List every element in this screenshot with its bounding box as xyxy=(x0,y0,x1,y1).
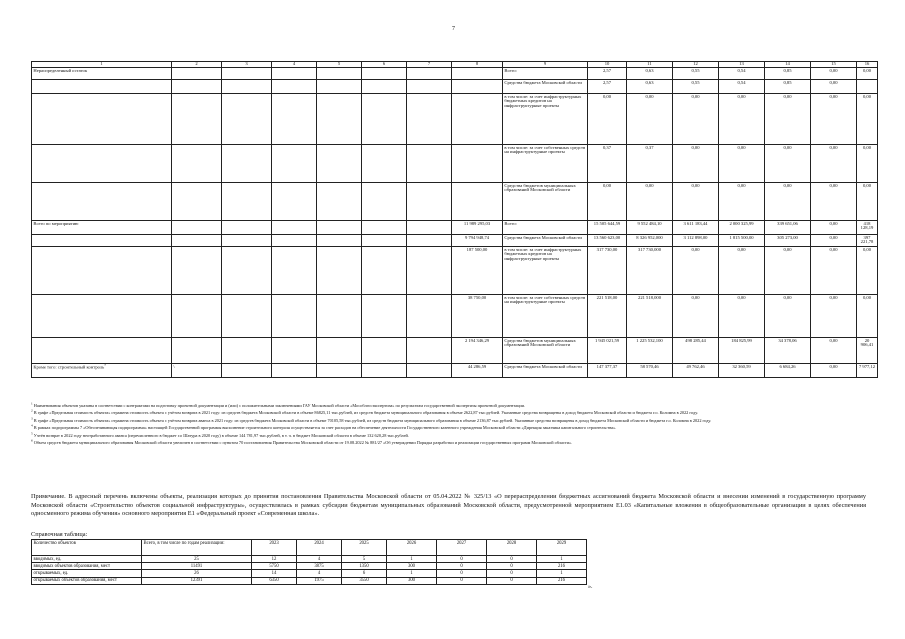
table-row xyxy=(32,247,878,295)
cell-col2 xyxy=(172,338,222,364)
closing-quote: ». xyxy=(588,584,593,590)
empty-cell xyxy=(407,364,452,378)
cell-col2 xyxy=(172,94,222,145)
empty-cell xyxy=(317,221,362,235)
value-cell: 221 518,00 xyxy=(588,295,627,338)
reference-value: 1350 xyxy=(342,563,387,570)
funding-source-cell: в том числе: за счет собственных средств на инфраструктурные проекты xyxy=(503,295,588,338)
table-row xyxy=(32,183,878,221)
value-cell: 0,00 xyxy=(588,94,627,145)
reference-row xyxy=(32,570,587,577)
empty-cell xyxy=(317,94,362,145)
reference-header: Количество объектов xyxy=(32,540,142,556)
cell-col2 xyxy=(172,247,222,295)
empty-cell xyxy=(317,235,362,247)
column-number: 8 xyxy=(452,62,503,68)
footnote-text: В графе «Предельная стоимость объекта» отражена стоимость объекта с учётом возврата в 2021 году: из средств бюджета Московской области в объеме 86825,11 тыс.рублей, из средств бюджета муниципального образования в объеме 2622,87 тыс.рублей. Указанные средства возвращены в доход бюджета Московской области и бюджета г.о. Коломна в 2022 году. xyxy=(33,410,699,416)
footnote-text: Объем средств бюджета муниципального образования Московской области увеличен в соответствии с пунктом 70 постановления Правительства Московской области от 19.08.2022 № 881/27 «Об утверждении Порядка разработки и реализации государственных программ Московской области». xyxy=(33,439,573,445)
reference-value: 0 xyxy=(437,563,487,570)
value-cell: 0,00 xyxy=(673,94,719,145)
row-label xyxy=(32,221,172,235)
value-cell: 32 360,59 xyxy=(719,364,765,378)
value-cell: 147 377,37 xyxy=(588,364,627,378)
value-cell: 0,00 xyxy=(857,94,878,145)
empty-cell xyxy=(272,68,317,80)
value-cell: 0,55 xyxy=(673,68,719,80)
value-cell: 0,00 xyxy=(811,68,857,80)
empty-cell xyxy=(317,68,362,80)
empty-cell xyxy=(222,338,272,364)
value-cell: 0,00 xyxy=(811,221,857,235)
empty-cell xyxy=(222,183,272,221)
empty-cell xyxy=(407,183,452,221)
value-cell: 0,00 xyxy=(811,235,857,247)
empty-cell xyxy=(222,235,272,247)
empty-cell xyxy=(362,338,407,364)
empty-cell xyxy=(407,221,452,235)
limit-cost-cell: 187 500,00 xyxy=(452,247,503,295)
reference-header: 2029 xyxy=(537,540,587,556)
reference-value: 300 xyxy=(387,563,437,570)
value-cell: 2,57 xyxy=(588,68,627,80)
value-cell: 0,00 xyxy=(719,183,765,221)
limit-cost-cell xyxy=(452,183,503,221)
value-cell: 8 326 952,000 xyxy=(627,235,673,247)
reference-value: 14 xyxy=(252,570,297,577)
table-row xyxy=(32,145,878,183)
value-cell: 0,00 xyxy=(719,247,765,295)
table-row xyxy=(32,364,878,378)
empty-cell xyxy=(362,295,407,338)
column-number: 10 xyxy=(588,62,627,68)
value-cell: 0,00 xyxy=(588,183,627,221)
footnote-text: Наименования объектов указаны в соответствии с контрактами на подготовку проектной документации и (или) с положительными заключениями ГАУ Московской области «Мособлгосэкспертиза» по результатам государственной экспертизы проектной документации. xyxy=(33,403,526,408)
footnote xyxy=(31,410,871,416)
empty-cell xyxy=(222,94,272,145)
row-label xyxy=(32,145,172,183)
reference-value: 0 xyxy=(437,577,487,584)
value-cell: 221 518,000 xyxy=(627,295,673,338)
column-number: 3 xyxy=(222,62,272,68)
empty-cell xyxy=(407,338,452,364)
value-cell: 0,00 xyxy=(765,247,811,295)
value-cell: 49 762,46 xyxy=(673,364,719,378)
row-label xyxy=(32,247,172,295)
reference-row xyxy=(32,577,587,584)
funding-source-cell: Всего: xyxy=(503,221,588,235)
value-cell: 2,57 xyxy=(588,80,627,94)
value-cell: 0,00 xyxy=(811,94,857,145)
value-cell: 9 552 484,10 xyxy=(627,221,673,235)
value-cell: 0,85 xyxy=(765,68,811,80)
empty-cell xyxy=(362,94,407,145)
footnote-number: 5 xyxy=(31,431,33,436)
value-cell: 0,00 xyxy=(811,364,857,378)
footnote-number: 2 xyxy=(31,408,33,413)
limit-cost-cell xyxy=(452,80,503,94)
value-cell: 0,00 xyxy=(765,94,811,145)
column-number: 16 xyxy=(857,62,878,68)
value-cell: 3 611 183,44 xyxy=(673,221,719,235)
value-cell: 0,00 xyxy=(857,295,878,338)
value-cell: 0,54 xyxy=(719,68,765,80)
reference-value: 26 xyxy=(142,570,252,577)
empty-cell xyxy=(407,235,452,247)
reference-header-row xyxy=(32,540,587,556)
value-cell: 6 684,26 xyxy=(765,364,811,378)
row-label xyxy=(32,338,172,364)
page-number: 7 xyxy=(452,26,455,32)
empty-cell xyxy=(317,295,362,338)
empty-cell xyxy=(362,247,407,295)
reference-table-title: Справочная таблица: xyxy=(31,531,88,538)
reference-row-label: вводимых объектов образования, мест xyxy=(32,563,142,570)
footnotes xyxy=(31,403,871,447)
footnote xyxy=(31,440,871,446)
funding-source-cell: Средства бюджетов муниципальных образований Московской области xyxy=(503,183,588,221)
reference-row-label: вводимых, ед. xyxy=(32,556,142,563)
footnote-text: В графе «Предельная стоимость объекта» отражена стоимость объекта с учётом возврата аванса в 2021 году: из средств бюджета Московской области в объеме 70105,58 тыс.рублей, из средств бюджета муниципального образования в объеме 2136,87 тыс.рублей. Указанные средства возвращены в доход бюджета Московской области и бюджета г.о. Коломна в 2022 году. xyxy=(33,417,712,423)
funding-source-cell: Средства бюджета Московской области xyxy=(503,364,588,378)
empty-cell xyxy=(362,145,407,183)
value-cell: 15 505 644,59 xyxy=(588,221,627,235)
row-label xyxy=(32,183,172,221)
value-cell xyxy=(857,80,878,94)
value-cell: 1 225 532,100 xyxy=(627,338,673,364)
column-number: 15 xyxy=(811,62,857,68)
empty-cell xyxy=(272,94,317,145)
value-cell: 0,00 xyxy=(811,183,857,221)
value-cell: 0,00 xyxy=(719,295,765,338)
reference-value: 5750 xyxy=(252,563,297,570)
empty-cell xyxy=(272,364,317,378)
funding-source-cell: в том числе: за счет собственных средств на инфраструктурные проекты xyxy=(503,145,588,183)
limit-cost-cell xyxy=(452,145,503,183)
value-cell: 0,00 xyxy=(627,183,673,221)
reference-value: 12391 xyxy=(142,577,252,584)
reference-value: 6350 xyxy=(252,577,297,584)
reference-value: 216 xyxy=(537,577,587,584)
row-label xyxy=(32,80,172,94)
cell-col2 xyxy=(172,145,222,183)
column-number: 9 xyxy=(503,62,588,68)
value-cell: 317 730,00 xyxy=(588,247,627,295)
empty-cell xyxy=(222,80,272,94)
footnote-text: Учтён возврат в 2022 году неотработанного аванса (перечисленного в бюджет г.о Шатура в 2020 году) в объеме 144 781,97 тыс.рублей, в т. ч. в бюджет Московской области в объеме 132 620,28 тыс.рублей. xyxy=(33,432,409,438)
column-number: 13 xyxy=(719,62,765,68)
reference-value: 6 xyxy=(342,570,387,577)
empty-cell xyxy=(407,247,452,295)
reference-value: 0 xyxy=(437,556,487,563)
table-row xyxy=(32,235,878,247)
empty-cell xyxy=(407,295,452,338)
value-cell: 0,00 xyxy=(765,183,811,221)
value-cell: 0,00 xyxy=(765,295,811,338)
reference-header: 2027 xyxy=(437,540,487,556)
reference-value: 0 xyxy=(487,563,537,570)
empty-cell xyxy=(362,235,407,247)
cell-col2 xyxy=(172,68,222,80)
row-label-text: Всего по мероприятию xyxy=(33,220,79,226)
footnote-number: 6 xyxy=(31,438,33,443)
value-cell: 418 128,19 xyxy=(857,221,878,235)
empty-cell xyxy=(317,145,362,183)
empty-cell xyxy=(272,338,317,364)
value-cell: 20 906,41 xyxy=(857,338,878,364)
column-number: 11 xyxy=(627,62,673,68)
empty-cell xyxy=(222,247,272,295)
row-label xyxy=(32,364,172,378)
footnote-ref: 7 xyxy=(104,363,106,367)
column-number: 6 xyxy=(362,62,407,68)
empty-cell xyxy=(272,145,317,183)
table-row xyxy=(32,221,878,235)
value-cell: 498 285,44 xyxy=(673,338,719,364)
empty-cell xyxy=(407,94,452,145)
empty-cell xyxy=(317,338,362,364)
value-cell: 0,63 xyxy=(627,68,673,80)
value-cell: 0,00 xyxy=(811,80,857,94)
funding-source-cell: Средства бюджетов муниципальных образований Московской области xyxy=(503,338,588,364)
reference-value: 12 xyxy=(252,556,297,563)
value-cell: 58 570,46 xyxy=(627,364,673,378)
empty-cell xyxy=(362,364,407,378)
reference-row xyxy=(32,556,587,563)
value-cell: 0,55 xyxy=(673,80,719,94)
table-row xyxy=(32,338,878,364)
funding-source-cell: Средства бюджета Московской области xyxy=(503,235,588,247)
value-cell: 0,63 xyxy=(627,80,673,94)
empty-cell xyxy=(362,80,407,94)
reference-value: 1 xyxy=(387,570,437,577)
objects-table xyxy=(31,61,878,378)
reference-header: 2023 xyxy=(252,540,297,556)
value-cell: 0,00 xyxy=(811,338,857,364)
empty-cell xyxy=(272,295,317,338)
empty-cell xyxy=(317,247,362,295)
value-cell: 184 825,99 xyxy=(719,338,765,364)
empty-cell xyxy=(317,183,362,221)
limit-cost-cell: 9 794 948,74 xyxy=(452,235,503,247)
column-number: 5 xyxy=(317,62,362,68)
value-cell: 2 000 325,99 xyxy=(719,221,765,235)
reference-row-label: открываемых объектов образования, мест xyxy=(32,577,142,584)
footnote-text: В рамках подпрограммы 7 «Обеспечивающая подпрограмма» настоящей Государственной программы выполнение строительного контроля осуществляется за счет расходов на обеспечение деятельности Государственного казенного учреждения Московской области «Дирекция заказчика капитального строительства». xyxy=(33,425,617,431)
footnote xyxy=(31,403,871,409)
value-cell: 0,00 xyxy=(719,145,765,183)
table-row xyxy=(32,94,878,145)
column-number: 12 xyxy=(673,62,719,68)
empty-cell xyxy=(222,145,272,183)
value-cell: 0,85 xyxy=(765,80,811,94)
value-cell: 34 378,06 xyxy=(765,338,811,364)
note-paragraph: Примечание. В адресный перечень включены объекты, реализация которых до принятия постановления Правительства Московской области от 05.04.2022 № 325/13 «О перераспределении бюджетных ассигнований бюджета Московской области и внесении изменений в государственную программу Московской области «Строительство объектов социальной инфраструктуры», осуществлялась в рамках субсидии бюджетам муниципальных образований Московской области, предусмотренной мероприятием E1.03 «Капитальные вложения в общеобразовательные организации в целях обеспечения односменного режима обучения» основного мероприятия E1 «Федеральный проект «Современная школа». xyxy=(31,493,866,517)
footnote-number: 3 xyxy=(31,416,33,421)
empty-cell xyxy=(272,235,317,247)
reference-row xyxy=(32,563,587,570)
value-cell: 0,54 xyxy=(719,80,765,94)
reference-value: 0 xyxy=(487,577,537,584)
reference-value: 3550 xyxy=(342,577,387,584)
table-row xyxy=(32,295,878,338)
cell-col2 xyxy=(172,295,222,338)
empty-cell xyxy=(317,364,362,378)
value-cell: 1 945 021,59 xyxy=(588,338,627,364)
reference-value: 3875 xyxy=(297,563,342,570)
row-label-text: Кроме того: строительный контроль xyxy=(33,364,105,370)
empty-cell xyxy=(362,68,407,80)
value-cell: 0,00 xyxy=(627,94,673,145)
empty-cell xyxy=(222,364,272,378)
table-row xyxy=(32,68,878,80)
empty-cell xyxy=(362,221,407,235)
value-cell: 0,00 xyxy=(857,68,878,80)
reference-value: 300 xyxy=(387,577,437,584)
value-cell: 0,00 xyxy=(857,247,878,295)
value-cell: 0,00 xyxy=(719,94,765,145)
footnote-number: 4 xyxy=(31,423,33,428)
reference-header: Всего, в том числе по годам реализации: xyxy=(142,540,252,556)
empty-cell xyxy=(272,80,317,94)
reference-value: 4 xyxy=(297,556,342,563)
value-cell: 13 560 623,00 xyxy=(588,235,627,247)
value-cell: 0,00 xyxy=(673,247,719,295)
value-cell: 0,00 xyxy=(673,295,719,338)
limit-cost-cell: 38 750,00 xyxy=(452,295,503,338)
value-cell: 0,00 xyxy=(811,247,857,295)
row-label-text: Нераспределенный остаток xyxy=(33,67,88,73)
value-cell: 3 112 898,00 xyxy=(673,235,719,247)
row-label xyxy=(32,68,172,80)
column-number: 1 xyxy=(32,62,172,68)
empty-cell xyxy=(362,183,407,221)
value-cell: 0,00 xyxy=(811,145,857,183)
value-cell: 0,00 xyxy=(673,145,719,183)
limit-cost-cell: 44 286,59 xyxy=(452,364,503,378)
empty-cell xyxy=(222,295,272,338)
cell-col2 xyxy=(172,80,222,94)
empty-cell xyxy=(407,145,452,183)
reference-value: 25 xyxy=(142,556,252,563)
value-cell: 7 977,12 xyxy=(857,364,878,378)
reference-value: 0 xyxy=(437,570,487,577)
empty-cell xyxy=(222,221,272,235)
value-cell: 1 815 500,00 xyxy=(719,235,765,247)
value-cell: 0,37 xyxy=(588,145,627,183)
empty-cell xyxy=(222,68,272,80)
table-row xyxy=(32,80,878,94)
value-cell: 0,00 xyxy=(857,183,878,221)
value-cell: 0,00 xyxy=(673,183,719,221)
column-number: 7 xyxy=(407,62,452,68)
cell-col2 xyxy=(172,221,222,235)
reference-value: 5 xyxy=(342,556,387,563)
reference-value: 0 xyxy=(487,556,537,563)
footnote xyxy=(31,425,871,431)
funding-source-cell: Средства бюджета Московской области xyxy=(503,80,588,94)
funding-source-cell: Всего: xyxy=(503,68,588,80)
value-cell: 0,00 xyxy=(811,295,857,338)
limit-cost-cell xyxy=(452,68,503,80)
funding-source-cell: в том числе: за счет инфраструктурных бюджетных кредитов на инфраструктурные проекты xyxy=(503,94,588,145)
row-label xyxy=(32,295,172,338)
footnote-number: 1 xyxy=(31,401,33,406)
empty-cell xyxy=(407,68,452,80)
footnote xyxy=(31,433,871,439)
reference-header: 2024 xyxy=(297,540,342,556)
column-number: 2 xyxy=(172,62,222,68)
empty-cell xyxy=(272,221,317,235)
reference-header: 2026 xyxy=(387,540,437,556)
column-number: 14 xyxy=(765,62,811,68)
empty-cell xyxy=(272,183,317,221)
value-cell: 0,00 xyxy=(765,145,811,183)
reference-value: 4 xyxy=(297,570,342,577)
empty-cell xyxy=(317,80,362,94)
reference-value: 1 xyxy=(537,570,587,577)
reference-value: 11491 xyxy=(142,563,252,570)
limit-cost-cell: 2 194 346,29 xyxy=(452,338,503,364)
value-cell: 305 273,00 xyxy=(765,235,811,247)
reference-value: 1 xyxy=(387,556,437,563)
cell-col2: \ xyxy=(172,364,222,378)
limit-cost-cell xyxy=(452,94,503,145)
reference-table xyxy=(31,539,587,585)
column-number: 4 xyxy=(272,62,317,68)
reference-value: 1 xyxy=(537,556,587,563)
cell-col2 xyxy=(172,183,222,221)
value-cell: 397 221,78 xyxy=(857,235,878,247)
reference-value: 1975 xyxy=(297,577,342,584)
reference-value: 0 xyxy=(487,570,537,577)
reference-header: 2025 xyxy=(342,540,387,556)
funding-source-cell: в том числе: за счет инфраструктурных бюджетных кредитов на инфраструктурные проекты xyxy=(503,247,588,295)
reference-row-label: открываемых, ед. xyxy=(32,570,142,577)
value-cell: 317 730,000 xyxy=(627,247,673,295)
footnote xyxy=(31,418,871,424)
value-cell: 0,00 xyxy=(857,145,878,183)
value-cell: 0,37 xyxy=(627,145,673,183)
empty-cell xyxy=(407,80,452,94)
row-label xyxy=(32,235,172,247)
reference-header: 2028 xyxy=(487,540,537,556)
value-cell: 339 651,06 xyxy=(765,221,811,235)
empty-cell xyxy=(272,247,317,295)
limit-cost-cell: 11 989 295,03 xyxy=(452,221,503,235)
row-label xyxy=(32,94,172,145)
reference-value: 216 xyxy=(537,563,587,570)
cell-col2 xyxy=(172,235,222,247)
